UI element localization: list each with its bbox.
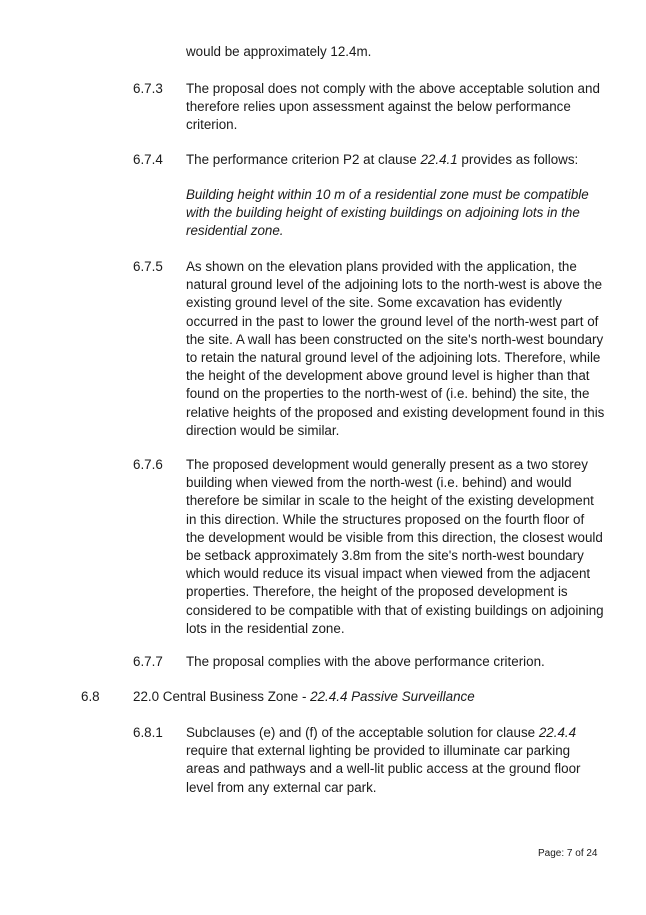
item-number: 6.7.5 xyxy=(133,259,163,274)
section-title xyxy=(133,688,475,706)
section-title-plain: 22.0 Central Business Zone - xyxy=(133,689,311,704)
section-number: 6.8 xyxy=(81,689,100,704)
item-number: 6.7.7 xyxy=(133,654,163,669)
item-number: 6.8.1 xyxy=(133,725,163,740)
clause-reference: 22.4.4 xyxy=(538,725,577,740)
item-text xyxy=(186,724,606,797)
item-number: 6.7.6 xyxy=(133,457,163,472)
item-text xyxy=(186,151,606,169)
quoted-criterion: Building height within 10 m of a residential zone must be compatible with the building height of existing buildings on adjoining lots in the residential zone. xyxy=(186,187,589,239)
item-text: As shown on the elevation plans provided with the application, the natural ground level of the adjoining lots to the north-west is above the existing ground level of the site. Some excavation has evidently occurred in the past to lower the ground level of the north-west part of the site. A wall has been constructed on the site's north-west boundary to retain the natural ground level of the adjoining lots. Therefore, while the height of the development above ground level is higher than that found on the properties to the north-west of (i.e. behind) the site, the relative heights of the proposed and existing development found in this direction would be similar. xyxy=(186,259,605,438)
item-text-part: Subclauses (e) and (f) of the acceptable solution for clause xyxy=(186,725,539,740)
page-number: Page: 7 of 24 xyxy=(538,848,598,859)
item-number: 6.7.3 xyxy=(133,81,163,96)
item-text-part: provides as follows: xyxy=(457,152,579,167)
continuation-text: would be approximately 12.4m. xyxy=(186,44,372,59)
item-number: 6.7.4 xyxy=(133,152,163,167)
item-text-part: require that external lighting be provided to illuminate car parking areas and pathways and a well-lit public access at the ground floor level from any external car park. xyxy=(186,743,581,795)
item-text: The proposal complies with the above performance criterion. xyxy=(186,654,545,669)
item-text: The proposal does not comply with the above acceptable solution and therefore relies upon assessment against the below performance criterion. xyxy=(186,81,600,133)
clause-reference: 22.4.1 xyxy=(420,152,458,167)
item-text-part: The performance criterion P2 at clause xyxy=(186,152,421,167)
section-title-italic: 22.4.4 Passive Surveillance xyxy=(310,689,475,704)
item-text: The proposed development would generally present as a two storey building when viewed from the north-west (i.e. behind) and would therefore be similar in scale to the height of the existing development in this direction. While the structures proposed on the fourth floor of the development would be visible from this direction, the closest would be setback approximately 3.8m from the site's north-west boundary which would reduce its visual impact when viewed from the adjacent properties. Therefore, the height of the proposed development is considered to be compatible with that of existing buildings on adjoining lots in the residential zone. xyxy=(186,457,604,636)
